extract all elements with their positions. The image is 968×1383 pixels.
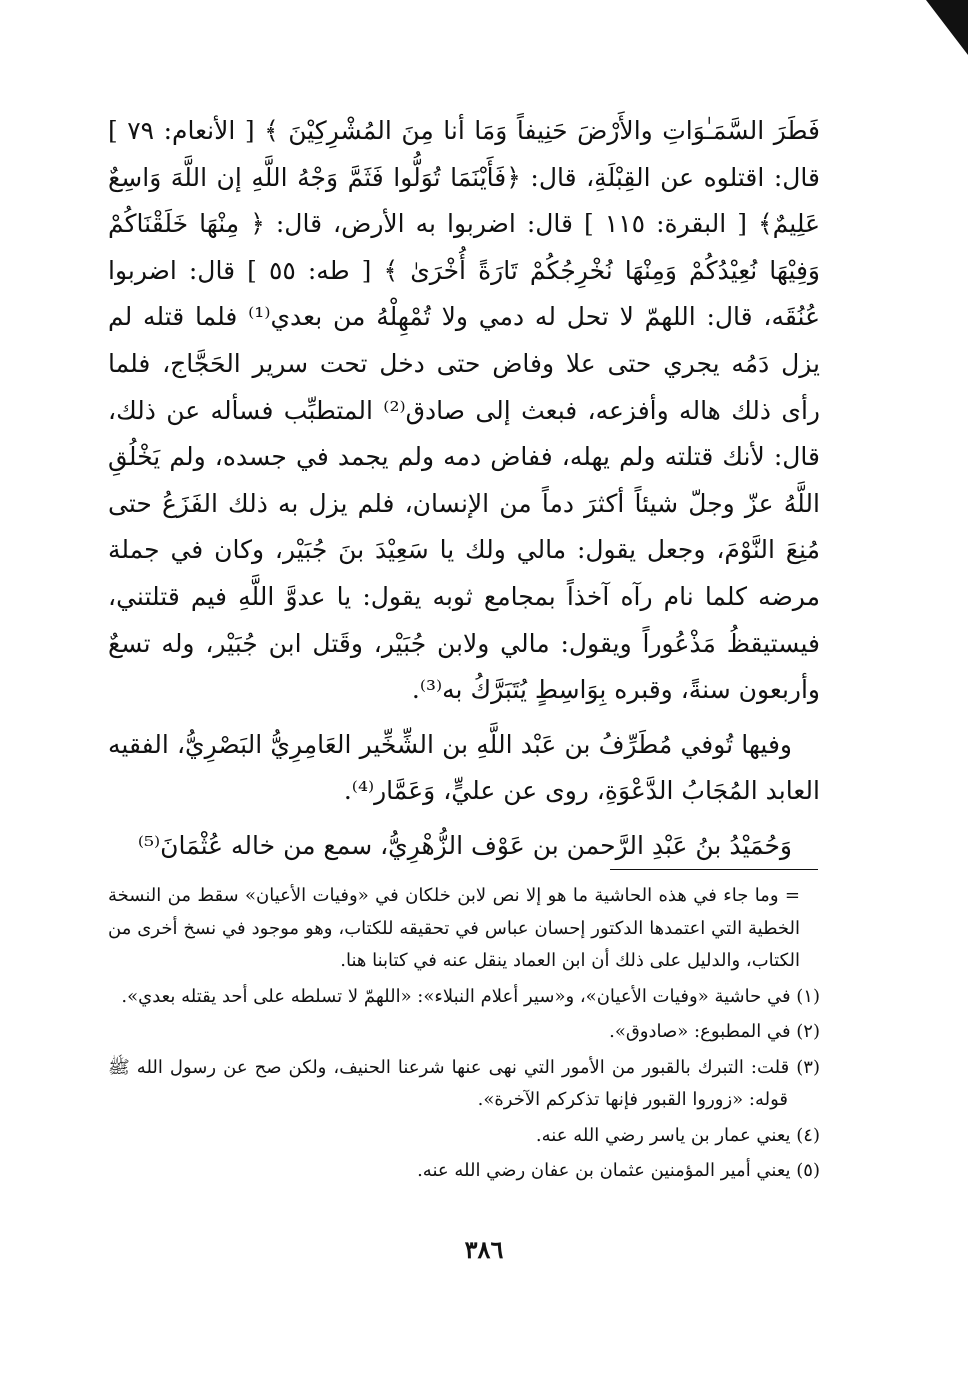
page-number: ٣٨٦	[464, 1235, 504, 1264]
footnote-4: (٤) يعني عمار بن ياسر رضي الله عنه.	[535, 1124, 820, 1146]
paragraph-2: وفيها تُوفي مُطَرِّفُ بن عَبْد اللَّهِ بن الشِّخِّير العَامِرِيُّ البَصْرِيُّ، الفقيه العابد المُجَابُ الدَّعْوَةِ، روى عن عليٍّ، وَعَمَّار⁽⁴⁾.	[108, 729, 820, 806]
footnotes	[108, 880, 820, 1191]
footnote-2: (٢) في المطبوع: «صادوق».	[609, 1021, 820, 1042]
paragraph-3: وَحُمَيْدُ بنُ عَبْدِ الرَّحمن بن عَوْف الزُّهْرِيُّ، سمع من خاله عُثْمَانَ⁽⁵⁾	[137, 830, 792, 860]
main-text	[108, 108, 820, 870]
footnote-separator	[610, 869, 818, 870]
footnote-5: (٥) يعني أمير المؤمنين عثمان بن عفان رضي الله عنه.	[417, 1160, 820, 1181]
footnote-3: (٣) قلت: التبرك بالقبور من الأمور التي نهى عنها شرعنا الحنيف، ولكن صح عن رسول الله ﷺ قوله: «زوروا القبور فإنها تذكركم الآخرة».	[108, 1056, 820, 1110]
footnote-continuation: = وما جاء في هذه الحاشية ما هو إلا نص لابن خلكان في «وفيات الأعيان» سقط من النسخة الخطية التي اعتمدها الدكتور إحسان عباس في تحقيقه للكتاب، وهو موجود في نسخ أخرى من الكتاب، والدليل على ذلك أن ابن العماد ينقل عنه في كتابنا هنا.	[108, 885, 800, 971]
footnote-1: (١) في حاشية «وفيات الأعيان»، و«سير أعلام النبلاء»: «اللهمّ لا تسلطه على أحد يقتله بعدي».	[121, 985, 820, 1007]
paragraph-1: فَطَرَ السَّمَـٰوَاتِ والأَرْضَ حَنِيفاً وَمَا أنا مِنَ المُشْرِكِيْنَ ﴾ [ الأنعام: ٧٩ ] قال: اقتلوه عن القِبْلَةِ، قال: ﴿فَأَيْنَمَا تُوَلُّوا فَثَمَّ وَجْهُ اللَّهِ إن اللَّهَ وَاسِعٌ عَلِيمٌ﴾ [ البقرة: ١١٥ ] قال: اضربوا به الأرض، قال: ﴿ مِنْهَا خَلَقْنَاكُمْ وَفِيْهَا نُعِيْدُكُمْ وَمِنْهَا نُخْرِجُكُمْ تَارَةً أُخْرَىٰ ﴾ [ طه: ٥٥ ] قال: اضربوا عُنُقَه، قال: اللهمّ لا تحل له دمي ولا تُمْهِلْهُ من بعدي⁽¹⁾ فلما قتله لم يزل دَمُه يجري حتى علا وفاض حتى دخل تحت سرير الحَجَّاج، فلما رأى ذلك هاله وأفزعه، فبعث إلى صادق⁽²⁾ المتطبِّب فسأله عن ذلك، قال: لأنك قتلته ولم يهله، ففاض دمه ولم يجمد في جسده، ولم يَخْلُقِ اللَّهُ عزّ وجلّ شيئاً أكثرَ دماً من الإنسان، فلم يزل به ذلك الفَزَعُ حتى مُنِعَ النَّوْمَ، وجعل يقول: مالي ولك يا سَعِيْدَ بنَ جُبَيْر، وكان في جملة مرضه كلما نام رآه آخذاً بمجامع ثوبه يقول: يا عدوَّ اللَّهِ فيم قتلتني، فيستيقظُ مَذْعُوراً ويقول: مالي ولابن جُبَيْر، وقَتل ابن جُبَيْر، وله تسعٌ وأربعون سنةً، وقبره بِوَاسِطٍ يُتَبَرَّكُ به⁽³⁾.	[108, 116, 821, 705]
page-content	[108, 108, 820, 870]
corner-tab-mark	[926, 0, 968, 55]
